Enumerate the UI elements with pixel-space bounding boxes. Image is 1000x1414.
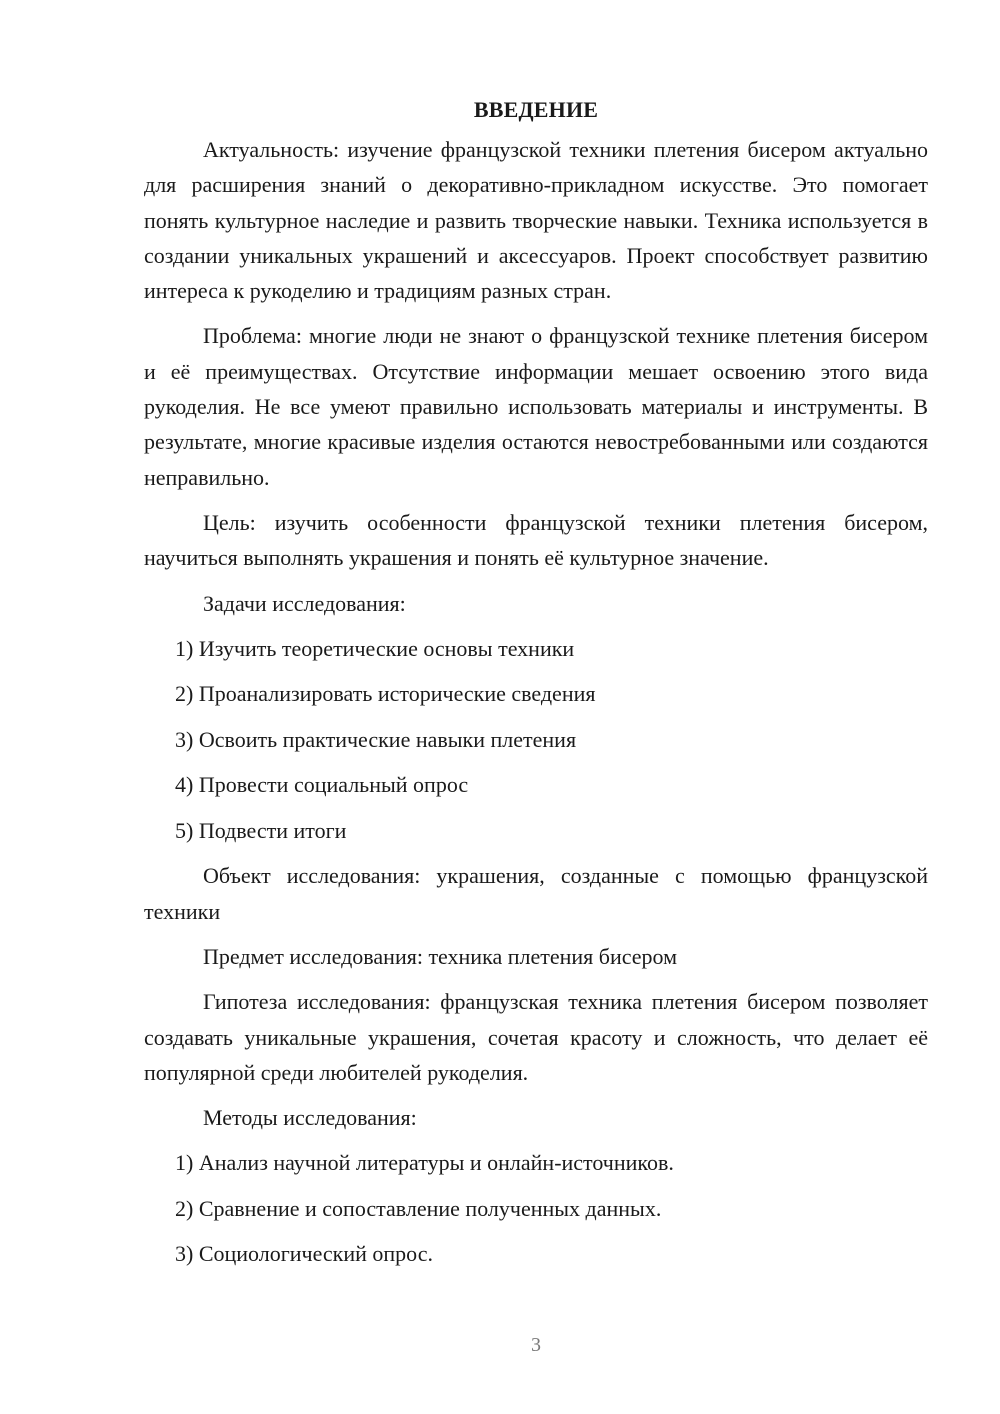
hypothesis-paragraph: Гипотеза исследования: французская техника плетения бисером позволяет создавать уникальные украшения, сочетая красоту и сложность, что делает её популярной среди любителей рукоделия. (144, 989, 928, 1085)
tasks-list (144, 631, 928, 848)
page-number: 3 (531, 1334, 541, 1356)
list-item: 5) Подвести итоги (175, 817, 347, 843)
problem-paragraph: Проблема: многие люди не знают о французской технике плетения бисером и её преимуществах. Отсутствие информации мешает освоению этого вида рукоделия. Не все умеют правильно использовать материалы и инструменты. В результате, многие красивые изделия остаются невостребованными или создаются неправильно. (144, 323, 928, 490)
tasks-heading: Задачи исследования: (203, 590, 406, 616)
object-paragraph: Объект исследования: украшения, созданные с помощью французской техники (144, 863, 928, 924)
methods-heading: Методы исследования: (203, 1105, 417, 1131)
list-item: 3) Освоить практические навыки плетения (175, 726, 577, 752)
page-content (144, 92, 928, 1282)
list-item: 4) Провести социальный опрос (175, 772, 469, 798)
page-title: ВВЕДЕНИЕ (473, 97, 599, 122)
list-item: 3) Социологический опрос. (175, 1241, 433, 1267)
list-item: 1) Анализ научной литературы и онлайн-источников. (175, 1150, 674, 1176)
relevance-paragraph: Актуальность: изучение французской техники плетения бисером актуально для расширения знаний о декоративно-прикладном искусстве. Это помогает понять культурное наследие и развить творческие навыки. Техника используется в создании уникальных украшений и аксессуаров. Проект способствует развитию интереса к рукоделию и традициям разных стран. (144, 137, 928, 304)
list-item: 1) Изучить теоретические основы техники (175, 635, 575, 661)
subject-paragraph: Предмет исследования: техника плетения бисером (203, 943, 678, 969)
list-item: 2) Проанализировать исторические сведения (175, 681, 596, 707)
goal-paragraph: Цель: изучить особенности французской техники плетения бисером, научиться выполнять украшения и понять её культурное значение. (144, 509, 928, 571)
methods-list (144, 1145, 928, 1271)
list-item: 2) Сравнение и сопоставление полученных данных. (175, 1195, 662, 1221)
